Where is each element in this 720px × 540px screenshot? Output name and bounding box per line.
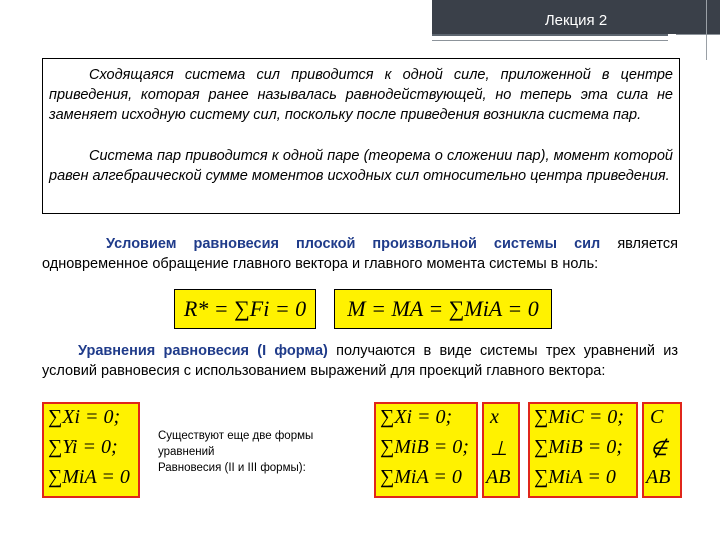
main-moment-formula — [334, 289, 552, 329]
forms-note-line-2: Равновесия (II и III формы): — [158, 462, 306, 474]
header-divider-2 — [432, 40, 668, 41]
main-vector-formula — [174, 289, 316, 329]
system-form3 — [528, 402, 638, 498]
header-bar — [432, 0, 720, 34]
system-form1 — [42, 402, 140, 498]
intro-paragraph-2: Система пар приводится к одной паре (теорема о сложении пар), момент которой равен алгебраической сумме моментов исходных сил относительно центра приведения. — [49, 148, 673, 184]
condition-form3-line-3: AB — [646, 466, 671, 488]
header-divider-3 — [676, 34, 720, 35]
system-form3-line-1: ∑MiC = 0; — [534, 406, 624, 428]
form1-highlight: Уравнения равновесия (I форма) — [78, 343, 328, 359]
main-vector-formula-text: R* = ∑Fi = 0 — [183, 296, 307, 321]
condition-form2-line-1: x — [490, 406, 499, 428]
condition-form2-line-2: ⊥ — [490, 438, 508, 460]
condition-form2-line-3: AB — [486, 466, 511, 488]
header-divider — [432, 34, 668, 36]
forms-note-line-1: Существуют еще две формы уравнений — [158, 430, 314, 458]
system-form1-line-1: ∑Xi = 0; — [48, 406, 121, 428]
system-form1-line-3: ∑MiA = 0 — [48, 466, 130, 488]
intro-paragraph-1: Сходящаяся система сил приводится к одной силе, приложенной в центре приведения, которая ранее называлась равнодействующей, но теперь эта сила не заменяет исходную систему сил, поскольку после приведения возникла система пар. — [49, 67, 673, 123]
equilibrium-highlight: Условием равновесия плоской произвольной системы сил — [106, 236, 601, 252]
intro-box — [42, 58, 680, 214]
condition-form3-line-1: C — [650, 406, 664, 428]
equilibrium-text: является одновременное обращение главного вектора и главного момента системы в ноль: — [42, 236, 679, 272]
condition-form3-line-2: ∉ — [650, 438, 668, 460]
condition-form2 — [482, 402, 520, 498]
system-form2-line-3: ∑MiA = 0 — [380, 466, 462, 488]
system-form3-line-2: ∑MiB = 0; — [534, 436, 623, 458]
slide-title: Лекция 2 — [544, 12, 608, 29]
system-form3-line-3: ∑MiA = 0 — [534, 466, 616, 488]
main-moment-formula-text: M = MA = ∑MiA = 0 — [347, 296, 539, 321]
system-form2-line-1: ∑Xi = 0; — [380, 406, 453, 428]
header-vertical-rule — [706, 0, 707, 60]
form1-paragraph — [42, 341, 678, 381]
equilibrium-paragraph — [42, 234, 678, 274]
condition-form3 — [642, 402, 682, 498]
system-form2 — [374, 402, 478, 498]
system-form1-line-2: ∑Yi = 0; — [48, 436, 118, 458]
forms-note — [158, 428, 358, 476]
system-form2-line-2: ∑MiB = 0; — [380, 436, 469, 458]
form1-text: получаются в виде системы трех уравнений из условий равновесия с использованием выражений для проекций главного вектора: — [42, 343, 679, 379]
